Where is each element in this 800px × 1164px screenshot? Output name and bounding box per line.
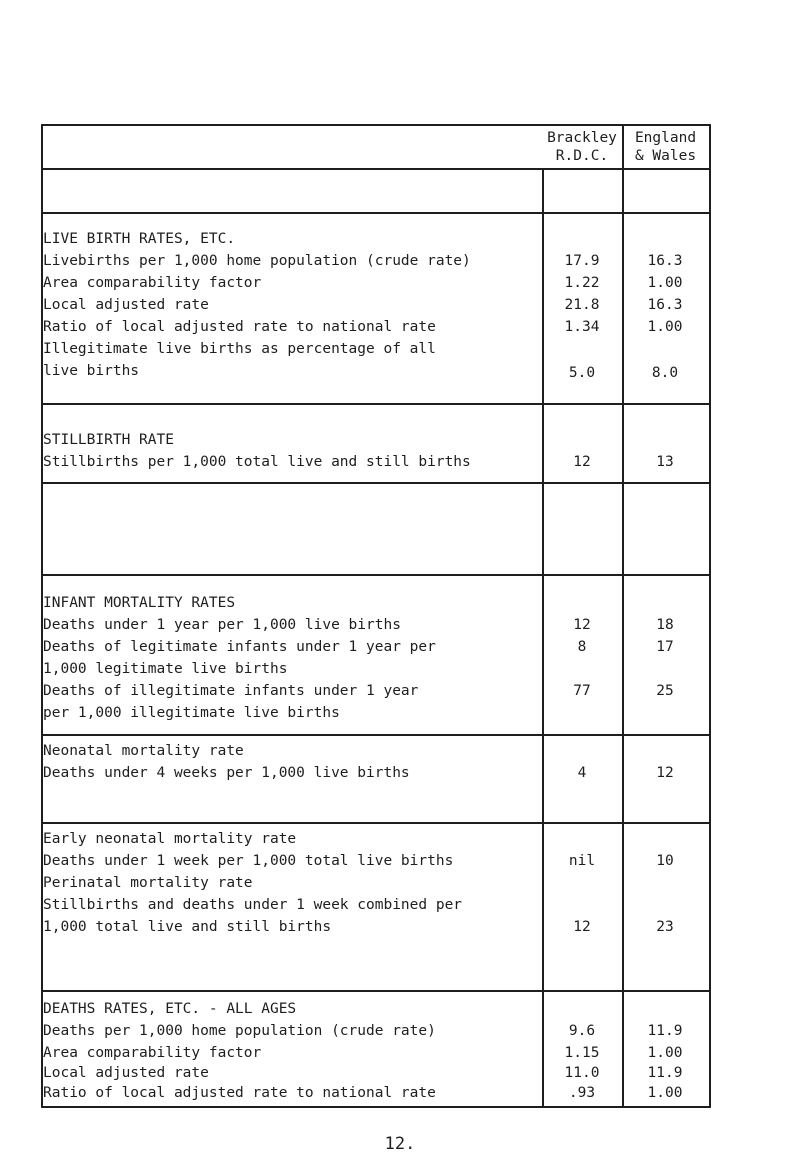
infant-row-2-england: 17	[656, 639, 674, 655]
header-brackley-line1: Brackley	[547, 130, 617, 146]
infant-row-3-england: 25	[656, 683, 674, 699]
perinatal-brackley: 12	[573, 919, 591, 935]
infant-row-1-england: 18	[656, 617, 674, 633]
early-neonatal-brackley: nil	[568, 853, 596, 869]
section-border-4	[41, 734, 709, 736]
live-birth-row-4-brackley: 1.34	[564, 319, 600, 335]
deaths-row-4-label: Ratio of local adjusted rate to national rate	[43, 1085, 436, 1101]
live-birth-row-4-label: Ratio of local adjusted rate to national rate	[43, 319, 436, 335]
live-birth-row-5-brackley: 5.0	[568, 365, 596, 381]
stillbirth-england: 13	[656, 454, 674, 470]
stillbirth-title: STILLBIRTH RATE	[43, 432, 174, 448]
deaths-row-2-england: 1.00	[647, 1045, 683, 1061]
page-number: 12.	[384, 1134, 416, 1154]
live-birth-row-1-label: Livebirths per 1,000 home population (crude rate)	[43, 253, 471, 269]
early-neonatal-label: Deaths under 1 week per 1,000 total live births	[43, 853, 454, 869]
early-neonatal-england: 10	[656, 853, 674, 869]
spacer-row-border	[41, 212, 709, 214]
deaths-row-3-label: Local adjusted rate	[43, 1065, 209, 1081]
infant-row-3-brackley: 77	[573, 683, 591, 699]
infant-row-3-label-line2: per 1,000 illegitimate live births	[43, 705, 340, 721]
section-border-3	[41, 574, 709, 576]
live-birth-row-2-england: 1.00	[647, 275, 683, 291]
deaths-row-1-label: Deaths per 1,000 home population (crude rate)	[43, 1023, 436, 1039]
stillbirth-brackley: 12	[573, 454, 591, 470]
neonatal-title: Neonatal mortality rate	[43, 743, 244, 759]
live-birth-row-3-england: 16.3	[647, 297, 683, 313]
perinatal-england: 23	[656, 919, 674, 935]
live-birth-row-5-label-line2: live births	[43, 363, 140, 379]
deaths-row-4-england: 1.00	[647, 1085, 683, 1101]
neonatal-label: Deaths under 4 weeks per 1,000 live births	[43, 765, 410, 781]
header-bottom-border	[41, 168, 709, 170]
header-brackley	[542, 129, 622, 165]
header-brackley-line2: R.D.C.	[555, 148, 609, 164]
live-birth-row-1-brackley: 17.9	[564, 253, 600, 269]
deaths-row-1-england: 11.9	[647, 1023, 683, 1039]
perinatal-title: Perinatal mortality rate	[43, 875, 253, 891]
neonatal-england: 12	[656, 765, 674, 781]
infant-row-1-brackley: 12	[573, 617, 591, 633]
table-top-border	[41, 124, 709, 126]
perinatal-label-line2: 1,000 total live and still births	[43, 919, 332, 935]
deaths-row-3-brackley: 11.0	[564, 1065, 600, 1081]
perinatal-label-line1: Stillbirths and deaths under 1 week combined per	[43, 897, 463, 913]
live-birth-row-5-label-line1: Illegitimate live births as percentage of all	[43, 341, 436, 357]
live-birth-row-3-brackley: 21.8	[564, 297, 600, 313]
infant-row-2-label-line2: 1,000 legitimate live births	[43, 661, 288, 677]
stillbirth-label: Stillbirths per 1,000 total live and still births	[43, 454, 471, 470]
infant-row-2-brackley: 8	[577, 639, 587, 655]
header-england-line2: & Wales	[634, 148, 697, 164]
deaths-row-1-brackley: 9.6	[568, 1023, 596, 1039]
infant-row-2-label-line1: Deaths of legitimate infants under 1 year per	[43, 639, 436, 655]
header-england-line1: England	[634, 130, 697, 146]
live-birth-row-3-label: Local adjusted rate	[43, 297, 209, 313]
deaths-row-2-brackley: 1.15	[564, 1045, 600, 1061]
live-birth-title: LIVE BIRTH RATES, ETC.	[43, 231, 236, 247]
column-divider-right	[622, 124, 624, 1108]
deaths-row-4-brackley: .93	[568, 1085, 596, 1101]
live-birth-row-1-england: 16.3	[647, 253, 683, 269]
section-border-1	[41, 403, 709, 405]
infant-row-3-label-line1: Deaths of illegitimate infants under 1 year	[43, 683, 419, 699]
section-border-5	[41, 822, 709, 824]
header-england	[624, 129, 707, 165]
infant-row-1-label: Deaths under 1 year per 1,000 live births	[43, 617, 401, 633]
live-birth-row-2-brackley: 1.22	[564, 275, 600, 291]
live-birth-row-2-label: Area comparability factor	[43, 275, 262, 291]
live-birth-row-4-england: 1.00	[647, 319, 683, 335]
infant-title: INFANT MORTALITY RATES	[43, 595, 236, 611]
neonatal-brackley: 4	[577, 765, 587, 781]
section-border-2	[41, 482, 709, 484]
deaths-row-3-england: 11.9	[647, 1065, 683, 1081]
deaths-row-2-label: Area comparability factor	[43, 1045, 262, 1061]
section-border-6	[41, 990, 709, 992]
deaths-title: DEATHS RATES, ETC. - ALL AGES	[43, 1001, 297, 1017]
early-neonatal-title: Early neonatal mortality rate	[43, 831, 297, 847]
live-birth-row-5-england: 8.0	[651, 365, 679, 381]
